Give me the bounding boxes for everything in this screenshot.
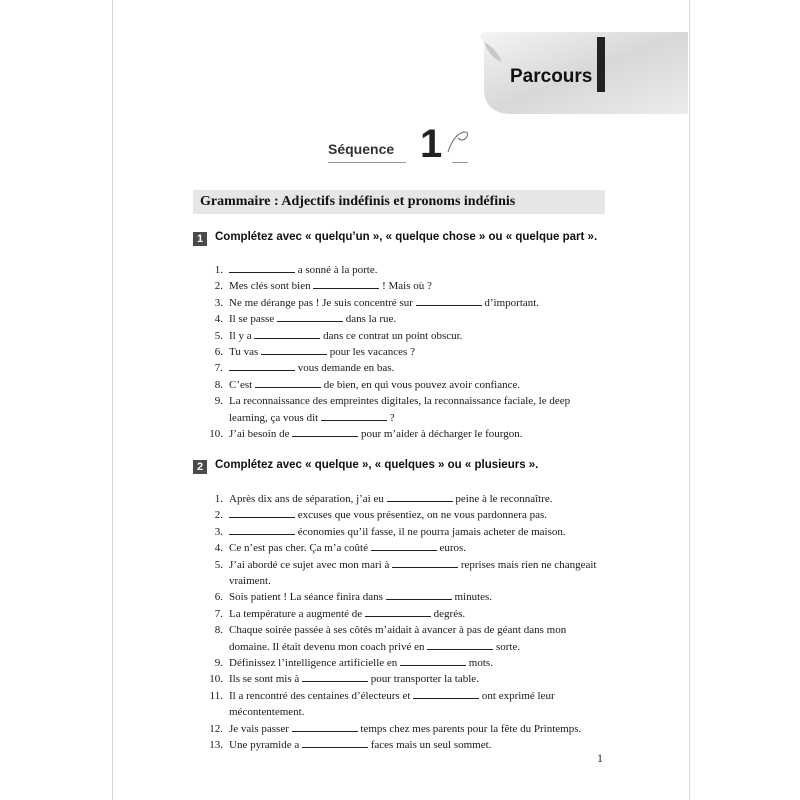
exercise-item bbox=[205, 295, 605, 311]
sentence-part-before: J’ai abordé ce sujet avec mon mari à bbox=[229, 558, 393, 571]
exercise-item bbox=[205, 278, 605, 294]
sentence-part-after: degrés. bbox=[430, 607, 466, 620]
item-sentence bbox=[229, 491, 605, 507]
item-sentence bbox=[229, 655, 605, 671]
exercise-item bbox=[205, 737, 605, 753]
exercise-item bbox=[205, 655, 605, 671]
sentence-part-before: Chaque soirée passée à ses côtés m’aidait à avancer à pas de géant dans mon domaine. Il était devenu mon coach privé en bbox=[229, 624, 569, 653]
item-number: 5. bbox=[214, 558, 223, 571]
exercise-instruction: Complétez avec « quelque », « quelques » ou « plusieurs ». bbox=[215, 459, 539, 471]
exercise-number: 2 bbox=[193, 460, 207, 474]
item-sentence bbox=[229, 721, 605, 737]
answer-blank[interactable] bbox=[400, 655, 466, 666]
answer-blank[interactable] bbox=[413, 688, 479, 699]
sentence-part-before: La reconnaissance des empreintes digitales, la reconnaissance faciale, le deep learning, ça vous dit bbox=[229, 395, 573, 424]
sentence-part-after: peine à le reconnaître. bbox=[452, 493, 553, 505]
sentence-part-after: minutes. bbox=[451, 591, 493, 604]
header-tab bbox=[472, 32, 688, 114]
item-number: 6. bbox=[214, 346, 223, 359]
answer-blank[interactable] bbox=[229, 262, 295, 273]
item-sentence bbox=[229, 393, 605, 426]
exercise-number: 1 bbox=[193, 232, 207, 246]
exercise-item bbox=[205, 622, 605, 655]
answer-blank[interactable] bbox=[292, 426, 358, 437]
answer-blank[interactable] bbox=[302, 671, 368, 682]
item-number: 13. bbox=[209, 739, 223, 752]
answer-blank[interactable] bbox=[392, 557, 458, 568]
item-number: 7. bbox=[214, 607, 223, 620]
answer-blank[interactable] bbox=[387, 491, 453, 502]
exercise-item bbox=[205, 606, 605, 622]
sentence-part-after: euros. bbox=[436, 542, 467, 555]
exercise-item bbox=[205, 524, 605, 540]
sentence-part-after: a sonné à la porte. bbox=[295, 264, 378, 276]
answer-blank[interactable] bbox=[229, 507, 295, 518]
sentence-part-after: ! Mais où ? bbox=[379, 280, 432, 293]
sentence-part-before: Mes clés sont bien bbox=[229, 280, 314, 293]
item-sentence bbox=[229, 344, 605, 360]
sentence-part-before: Ce n’est pas cher. Ça m’a coûté bbox=[229, 542, 371, 555]
exercise-item bbox=[205, 344, 605, 360]
exercise-item bbox=[205, 311, 605, 327]
item-sentence bbox=[229, 557, 605, 590]
exercise-item bbox=[205, 589, 605, 605]
item-sentence bbox=[229, 606, 605, 622]
item-sentence bbox=[229, 278, 605, 294]
sentence-part-before: Ils se sont mis à bbox=[229, 673, 303, 686]
section-title: Parcours bbox=[510, 66, 593, 87]
answer-blank[interactable] bbox=[277, 311, 343, 322]
answer-blank[interactable] bbox=[371, 540, 437, 551]
exercise-item bbox=[205, 557, 605, 590]
item-number: 10. bbox=[209, 673, 223, 686]
sentence-part-before: Une pyramide a bbox=[229, 739, 302, 752]
section-marker-bar bbox=[597, 37, 605, 92]
exercise-item bbox=[205, 393, 605, 426]
sentence-part-after: ? bbox=[386, 411, 395, 424]
answer-blank[interactable] bbox=[292, 721, 358, 732]
sentence-part-after: de bien, en qui vous pouvez avoir confiance. bbox=[320, 378, 521, 391]
sequence-underline-right bbox=[452, 162, 468, 163]
sentence-part-before: Définissez l’intelligence artificielle en bbox=[229, 657, 401, 670]
sentence-part-before: Tu vas bbox=[229, 346, 261, 359]
sentence-part-after: sorte. bbox=[493, 640, 521, 653]
sentence-part-before: Je vais passer bbox=[229, 722, 292, 735]
item-number: 2. bbox=[214, 509, 223, 522]
sentence-part-before: Il a rencontré des centaines d’électeurs et bbox=[229, 689, 414, 702]
sentence-part-after: pour transporter la table. bbox=[368, 673, 479, 686]
item-number: 1. bbox=[214, 264, 223, 276]
item-number: 10. bbox=[209, 428, 223, 441]
answer-blank[interactable] bbox=[261, 344, 327, 355]
sentence-part-after: excuses que vous présentiez, on ne vous pardonnera pas. bbox=[295, 509, 548, 522]
swirl-icon bbox=[444, 128, 474, 154]
sentence-part-after: reprises mais rien ne changeait vraiment. bbox=[229, 558, 600, 588]
sentence-part-after: ont exprimé leur mécontentement. bbox=[229, 689, 558, 719]
page-number: 1 bbox=[597, 751, 603, 765]
sequence-underline bbox=[328, 162, 406, 163]
sequence-heading bbox=[328, 122, 478, 168]
grammar-banner bbox=[193, 190, 605, 214]
sentence-part-after: dans ce contrat un point obscur. bbox=[320, 329, 463, 342]
answer-blank[interactable] bbox=[229, 524, 295, 535]
item-number: 8. bbox=[214, 378, 223, 391]
sentence-part-before: Sois patient ! La séance finira dans bbox=[229, 591, 386, 604]
exercise-item bbox=[205, 507, 605, 523]
sentence-part-after: économies qu’il fasse, il ne pourra jamais acheter de maison. bbox=[295, 525, 566, 538]
sentence-part-before: Après dix ans de séparation, j’ai eu bbox=[229, 493, 387, 505]
answer-blank[interactable] bbox=[254, 328, 320, 339]
item-sentence bbox=[229, 540, 605, 556]
exercise-1-items bbox=[205, 262, 605, 442]
item-number: 9. bbox=[214, 395, 223, 408]
item-number: 11. bbox=[209, 689, 223, 702]
item-number: 2. bbox=[214, 280, 223, 293]
answer-blank[interactable] bbox=[427, 639, 493, 650]
item-number: 3. bbox=[214, 525, 223, 538]
sentence-part-before: Il se passe bbox=[229, 313, 277, 326]
item-sentence bbox=[229, 426, 605, 442]
exercise-item bbox=[205, 328, 605, 344]
exercise-item bbox=[205, 721, 605, 737]
sentence-part-after: faces mais un seul sommet. bbox=[368, 739, 492, 752]
exercise-item bbox=[205, 491, 605, 507]
exercise-2-items bbox=[205, 491, 605, 754]
sentence-part-before: La température a augmenté de bbox=[229, 607, 365, 620]
grammar-title: Grammaire : Adjectifs indéfinis et pronoms indéfinis bbox=[200, 194, 516, 209]
answer-blank[interactable] bbox=[365, 606, 431, 617]
exercise-item bbox=[205, 688, 605, 721]
item-number: 6. bbox=[214, 591, 223, 604]
exercise-item bbox=[205, 377, 605, 393]
exercise-item bbox=[205, 426, 605, 442]
sentence-part-before: Il y a bbox=[229, 329, 255, 342]
item-number: 3. bbox=[214, 296, 223, 309]
item-sentence bbox=[229, 737, 605, 753]
item-number: 5. bbox=[214, 329, 223, 342]
sequence-label: Séquence bbox=[328, 141, 395, 157]
item-sentence bbox=[229, 589, 605, 605]
sentence-part-after: pour m’aider à décharger le fourgon. bbox=[358, 428, 523, 441]
item-number: 7. bbox=[214, 362, 223, 375]
item-number: 4. bbox=[214, 542, 223, 555]
answer-blank[interactable] bbox=[321, 410, 387, 421]
item-number: 8. bbox=[214, 624, 223, 637]
exercise-item bbox=[205, 671, 605, 687]
sentence-part-after: d’important. bbox=[481, 296, 540, 309]
sentence-part-after: vous demande en bas. bbox=[295, 362, 395, 375]
sentence-part-after: pour les vacances ? bbox=[327, 346, 415, 359]
item-sentence bbox=[229, 262, 605, 278]
sentence-part-after: dans la rue. bbox=[342, 313, 397, 326]
item-number: 1. bbox=[214, 493, 223, 505]
answer-blank[interactable] bbox=[229, 360, 295, 371]
exercise-item bbox=[205, 540, 605, 556]
item-sentence bbox=[229, 360, 605, 376]
answer-blank[interactable] bbox=[386, 589, 452, 600]
sentence-part-after: temps chez mes parents pour la fête du Printemps. bbox=[357, 722, 582, 735]
item-sentence bbox=[229, 311, 605, 327]
item-sentence bbox=[229, 295, 605, 311]
sentence-part-before: J’ai besoin de bbox=[229, 428, 293, 441]
exercise-item bbox=[205, 360, 605, 376]
sentence-part-before: C’est bbox=[229, 378, 255, 391]
sentence-part-before: Ne me dérange pas ! Je suis concentré sur bbox=[229, 296, 416, 309]
item-sentence bbox=[229, 377, 605, 393]
sequence-number: 1 bbox=[420, 122, 443, 166]
item-sentence bbox=[229, 671, 605, 687]
answer-blank[interactable] bbox=[313, 278, 379, 289]
exercise-item bbox=[205, 262, 605, 278]
exercise-instruction: Complétez avec « quelqu’un », « quelque chose » ou « quelque part ». bbox=[215, 231, 598, 243]
item-sentence bbox=[229, 328, 605, 344]
item-number: 12. bbox=[209, 722, 223, 735]
item-sentence bbox=[229, 524, 605, 540]
item-sentence bbox=[229, 507, 605, 523]
answer-blank[interactable] bbox=[416, 295, 482, 306]
item-number: 4. bbox=[214, 313, 223, 326]
sentence-part-after: mots. bbox=[466, 657, 493, 670]
item-sentence bbox=[229, 688, 605, 721]
answer-blank[interactable] bbox=[255, 377, 321, 388]
item-number: 9. bbox=[214, 657, 223, 670]
answer-blank[interactable] bbox=[302, 737, 368, 748]
item-sentence bbox=[229, 622, 605, 655]
